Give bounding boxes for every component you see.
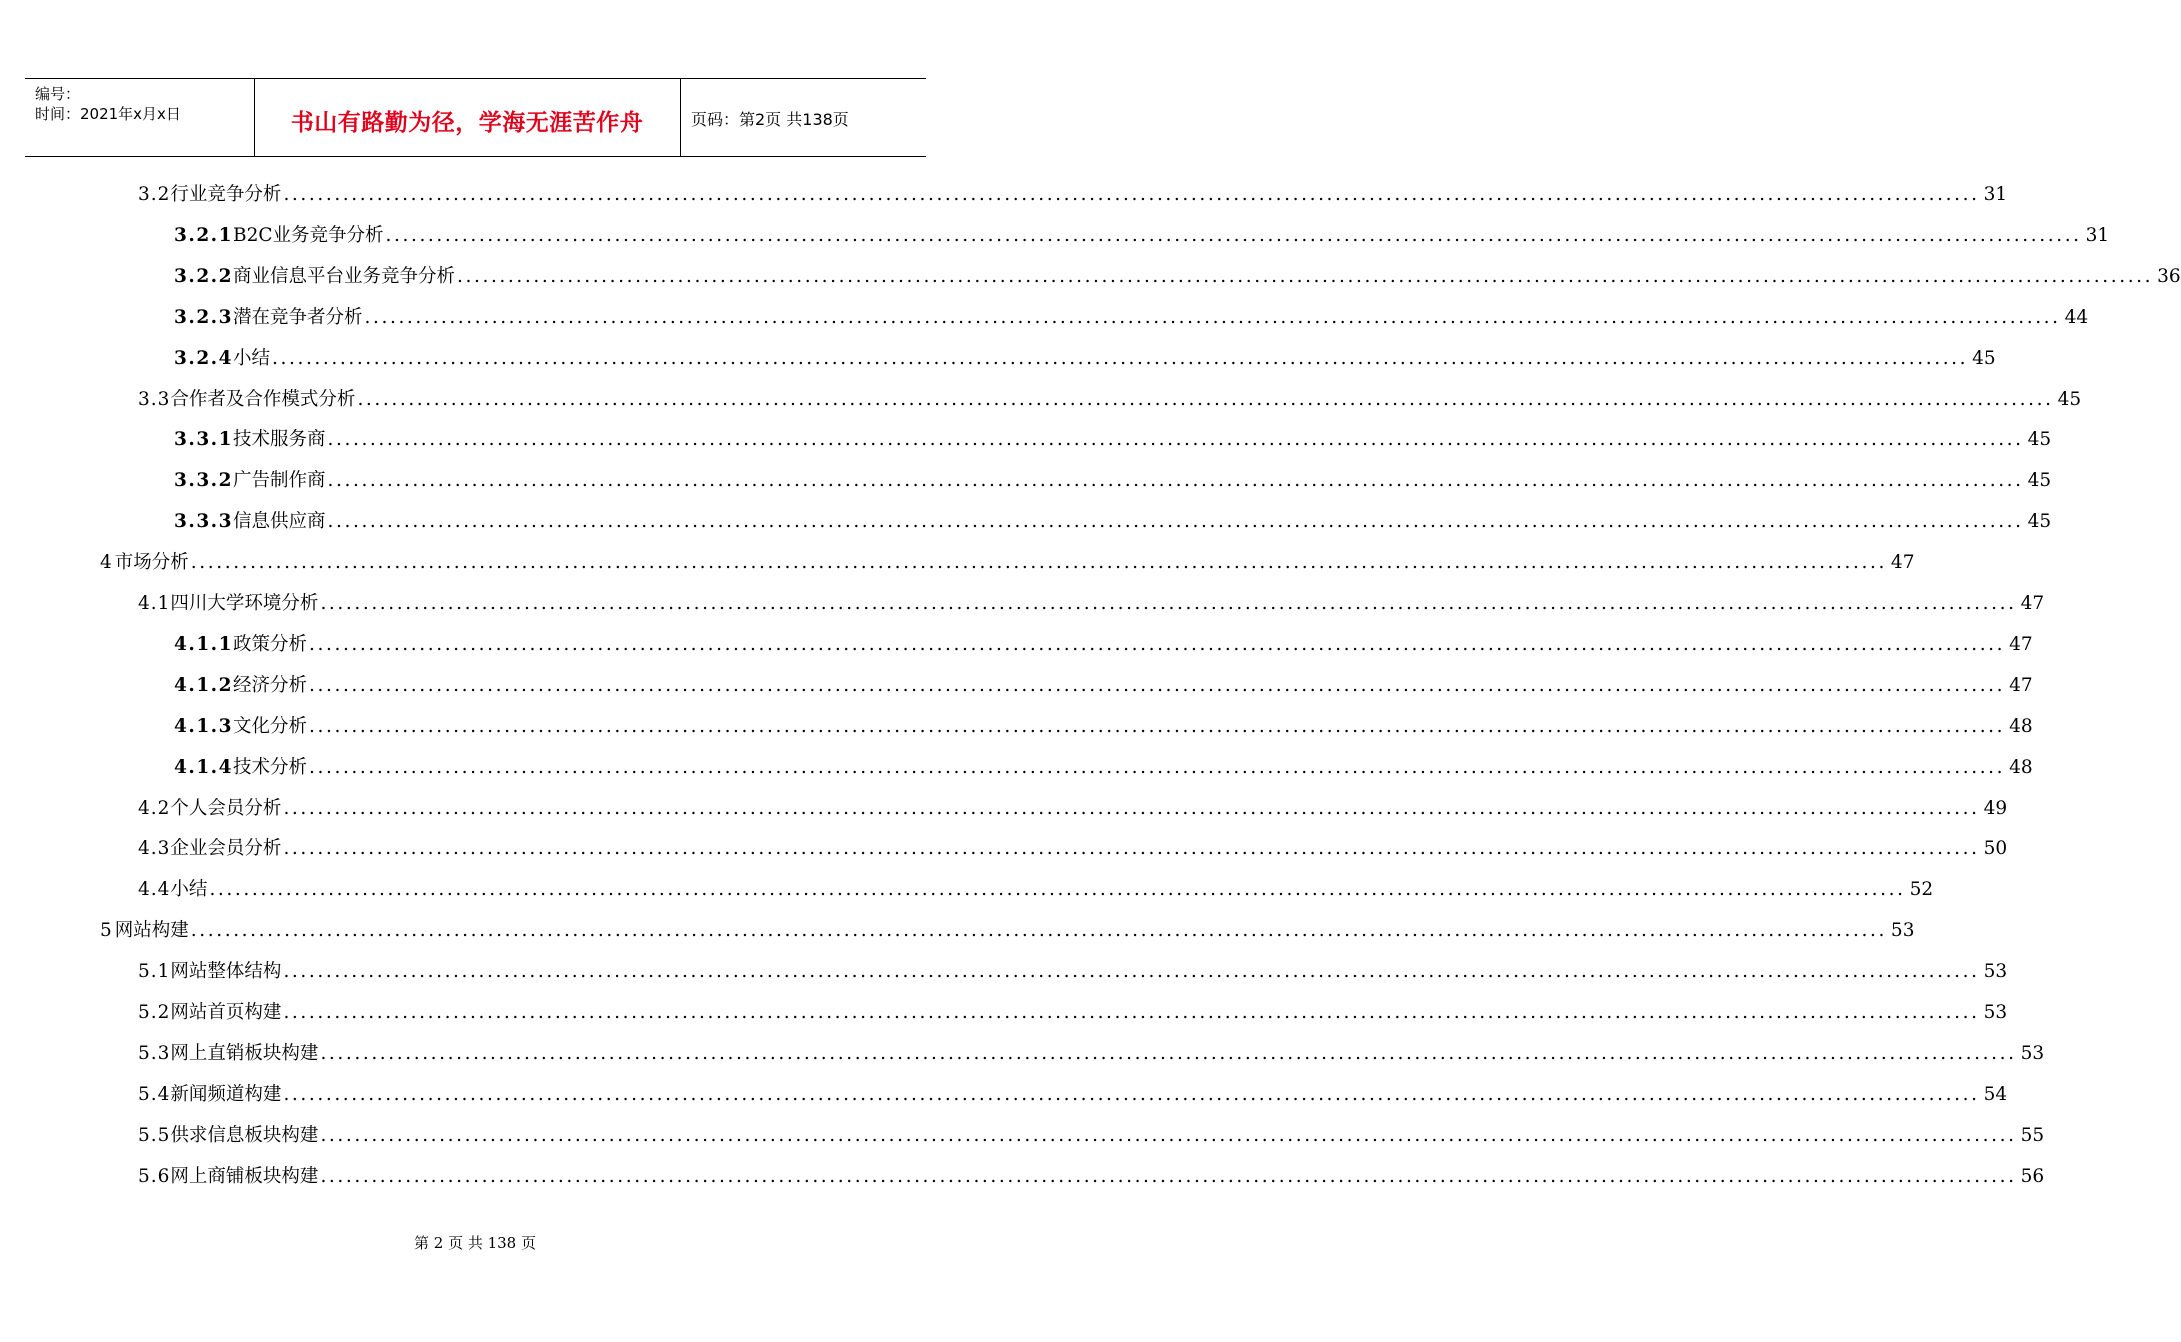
- toc-leader-dots: ........................................................................................................................................................................................................: [327, 470, 2024, 492]
- toc-leader-dots: ........................................................................................................................................................................................................: [283, 797, 1980, 819]
- toc-entry-page: 36: [2157, 265, 2181, 287]
- toc-entry[interactable]: [0, 708, 2033, 738]
- toc-entry[interactable]: [0, 299, 2089, 329]
- toc-entry[interactable]: [0, 749, 2033, 779]
- toc-leader-dots: ........................................................................................................................................................................................................: [272, 347, 1969, 369]
- toc-leader-dots: ........................................................................................................................................................................................................: [283, 1002, 1980, 1023]
- toc-entry-page: 55: [2020, 1124, 2045, 1146]
- toc-entry-number: 4.1: [138, 593, 171, 614]
- toc-leader-dots: ........................................................................................................................................................................................................: [309, 674, 2006, 696]
- toc-entry-number: 3.2.4: [174, 347, 233, 369]
- toc-entry-title: 新闻频道构建: [170, 1083, 282, 1105]
- toc-entry-title: 网站构建: [114, 920, 189, 942]
- toc-leader-dots: ........................................................................................................................................................................................................: [283, 184, 1980, 205]
- toc-entry-number: 5.5: [138, 1124, 171, 1146]
- toc-entry[interactable]: [0, 217, 2110, 247]
- toc-entry[interactable]: [0, 544, 1915, 574]
- toc-entry-title: 商业信息平台业务竞争分析: [233, 265, 456, 287]
- header-meta-cell: [25, 79, 255, 156]
- toc-entry[interactable]: [0, 1076, 2008, 1106]
- toc-entry-title: 市场分析: [114, 552, 189, 574]
- toc-entry-title: 行业竞争分析: [170, 184, 282, 205]
- toc-entry-title: 供求信息板块构建: [170, 1124, 319, 1146]
- toc-entry-title: 技术服务商: [233, 429, 326, 451]
- toc-entry[interactable]: [0, 667, 2033, 697]
- toc-entry-number: 3.3: [138, 388, 171, 410]
- toc-entry[interactable]: [0, 871, 1934, 901]
- toc-entry-title: 个人会员分析: [170, 797, 282, 819]
- toc-entry[interactable]: [0, 912, 1915, 942]
- toc-entry-page: 47: [1890, 552, 1915, 574]
- toc-leader-dots: ........................................................................................................................................................................................................: [283, 961, 1980, 983]
- toc-entry-page: 53: [1983, 961, 2008, 983]
- toc-entry-page: 52: [1909, 879, 1934, 901]
- toc-entry[interactable]: [0, 626, 2033, 656]
- toc-entry-number: 3.2: [138, 184, 171, 205]
- toc-leader-dots: ........................................................................................................................................................................................................: [357, 388, 2054, 410]
- toc-leader-dots: ........................................................................................................................................................................................................: [209, 879, 1906, 901]
- toc-entry-page: 48: [2009, 715, 2033, 737]
- toc-entry[interactable]: [0, 1117, 2045, 1147]
- toc-entry-number: 5.3: [138, 1042, 171, 1064]
- toc-entry[interactable]: [0, 790, 2008, 820]
- header-page-cell: [680, 79, 926, 156]
- toc-entry-title: 经济分析: [233, 674, 308, 696]
- toc-entry-title: 小结: [233, 347, 271, 369]
- toc-leader-dots: ........................................................................................................................................................................................................: [364, 306, 2061, 328]
- toc-entry-title: 合作者及合作模式分析: [170, 388, 356, 410]
- toc-entry-number: 3.3.1: [174, 429, 233, 451]
- toc-entry[interactable]: [0, 462, 2052, 492]
- toc-entry-page: 31: [2085, 224, 2110, 246]
- toc-entry-page: 31: [1983, 184, 2008, 205]
- toc-leader-dots: ........................................................................................................................................................................................................: [190, 552, 1887, 574]
- toc-entry-page: 49: [1983, 797, 2008, 819]
- toc-entry-title: B2C业务竞争分析: [233, 224, 384, 246]
- toc-leader-dots: ........................................................................................................................................................................................................: [320, 1165, 2017, 1187]
- toc-entry-title: 网站首页构建: [170, 1002, 282, 1023]
- toc-entry-page: 54: [1983, 1083, 2008, 1105]
- footer-page-text: 第 2 页 共 138 页: [413, 1234, 536, 1252]
- toc-entry-title: 网上商铺板块构建: [170, 1165, 319, 1187]
- toc-leader-dots: ........................................................................................................................................................................................................: [457, 265, 2154, 287]
- toc-entry-title: 文化分析: [233, 715, 308, 737]
- toc-leader-dots: ........................................................................................................................................................................................................: [327, 511, 2024, 533]
- toc-entry[interactable]: [0, 1035, 2045, 1065]
- toc-entry-page: 45: [2027, 470, 2052, 492]
- toc-entry[interactable]: [0, 340, 1996, 370]
- toc-leader-dots: ........................................................................................................................................................................................................: [309, 633, 2006, 655]
- toc-entry-title: 政策分析: [233, 633, 308, 655]
- toc-leader-dots: ........................................................................................................................................................................................................: [283, 1083, 1980, 1105]
- toc-entry-number: 4.1.4: [174, 756, 233, 778]
- toc-entry-number: 4.3: [138, 838, 171, 860]
- header-motto-cell: [254, 79, 681, 156]
- toc-entry-page: 44: [2064, 306, 2089, 328]
- toc-leader-dots: ........................................................................................................................................................................................................: [320, 1042, 2017, 1064]
- toc-entry-number: 4.1.1: [174, 633, 233, 655]
- toc-entry-number: 5: [100, 920, 112, 942]
- toc-entry-number: 4.4: [138, 879, 171, 901]
- toc-entry-title: 信息供应商: [233, 511, 326, 533]
- toc-entry-title: 广告制作商: [233, 470, 326, 492]
- document-number-label: 编号：: [35, 85, 81, 103]
- toc-entry-page: 48: [2009, 756, 2033, 778]
- document-time-label: 时间：2021年x月x日: [35, 105, 181, 123]
- toc-entry-number: 3.2.1: [174, 224, 233, 246]
- header-motto: 书山有路勤为径，学海无涯苦作舟: [290, 110, 644, 136]
- toc-entry-number: 5.1: [138, 961, 171, 983]
- toc-entry-number: 4.1.3: [174, 715, 233, 737]
- toc-entry-number: 5.4: [138, 1083, 171, 1105]
- toc-entry[interactable]: [0, 585, 2045, 615]
- toc-entry[interactable]: [0, 421, 2052, 451]
- toc-entry-number: 4.2: [138, 797, 171, 819]
- toc-entry-page: 45: [2027, 429, 2052, 451]
- toc-entry-page: 45: [2027, 511, 2052, 533]
- toc-entry-number: 3.3.2: [174, 470, 233, 492]
- toc-leader-dots: ........................................................................................................................................................................................................: [320, 593, 2017, 614]
- page-footer: [0, 1232, 950, 1253]
- toc-leader-dots: ........................................................................................................................................................................................................: [320, 1124, 2017, 1146]
- toc-entry[interactable]: [0, 953, 2008, 983]
- page-header: [25, 78, 926, 157]
- toc-leader-dots: ........................................................................................................................................................................................................: [385, 224, 2082, 246]
- toc-entry-page: 53: [2020, 1042, 2045, 1064]
- toc-entry[interactable]: [0, 1158, 2045, 1188]
- toc-entry-page: 47: [2020, 593, 2045, 614]
- toc-entry-page: 53: [1890, 920, 1915, 942]
- toc-entry-title: 小结: [170, 879, 208, 901]
- toc-entry-page: 53: [1983, 1002, 2008, 1023]
- toc-entry-page: 50: [1983, 838, 2008, 860]
- toc-entry-page: 47: [2009, 674, 2033, 696]
- toc-entry-number: 3.2.2: [174, 265, 233, 287]
- toc-entry[interactable]: [0, 381, 2082, 411]
- toc-entry-number: 4.1.2: [174, 674, 233, 696]
- toc-entry-page: 47: [2009, 633, 2033, 655]
- toc-entry[interactable]: [0, 503, 2052, 533]
- toc-entry-number: 5.6: [138, 1165, 171, 1187]
- toc-entry-number: 4: [100, 552, 112, 574]
- toc-entry-title: 网上直销板块构建: [170, 1042, 319, 1064]
- toc-leader-dots: ........................................................................................................................................................................................................: [309, 715, 2006, 737]
- toc-entry[interactable]: [0, 830, 2008, 860]
- toc-entry[interactable]: [0, 176, 2008, 206]
- toc-entry-number: 3.2.3: [174, 306, 233, 328]
- toc-entry-title: 企业会员分析: [170, 838, 282, 860]
- toc-entry-title: 网站整体结构: [170, 961, 282, 983]
- toc-entry-title: 四川大学环境分析: [170, 593, 319, 614]
- toc-entry-page: 56: [2020, 1165, 2045, 1187]
- toc-entry-title: 潜在竞争者分析: [233, 306, 363, 328]
- toc-entry-title: 技术分析: [233, 756, 308, 778]
- toc-leader-dots: ........................................................................................................................................................................................................: [309, 756, 2006, 778]
- toc-leader-dots: ........................................................................................................................................................................................................: [283, 838, 1980, 860]
- toc-leader-dots: ........................................................................................................................................................................................................: [190, 920, 1887, 942]
- header-page-label: 页码：第2页 共138页: [691, 110, 849, 129]
- toc-entry[interactable]: [0, 258, 2181, 288]
- toc-entry[interactable]: [0, 994, 2008, 1024]
- toc-entry-page: 45: [2057, 388, 2082, 410]
- toc-entry-number: 3.3.3: [174, 511, 233, 533]
- toc-entry-number: 5.2: [138, 1002, 171, 1023]
- toc-entry-page: 45: [1972, 347, 1996, 369]
- toc-leader-dots: ........................................................................................................................................................................................................: [327, 429, 2024, 451]
